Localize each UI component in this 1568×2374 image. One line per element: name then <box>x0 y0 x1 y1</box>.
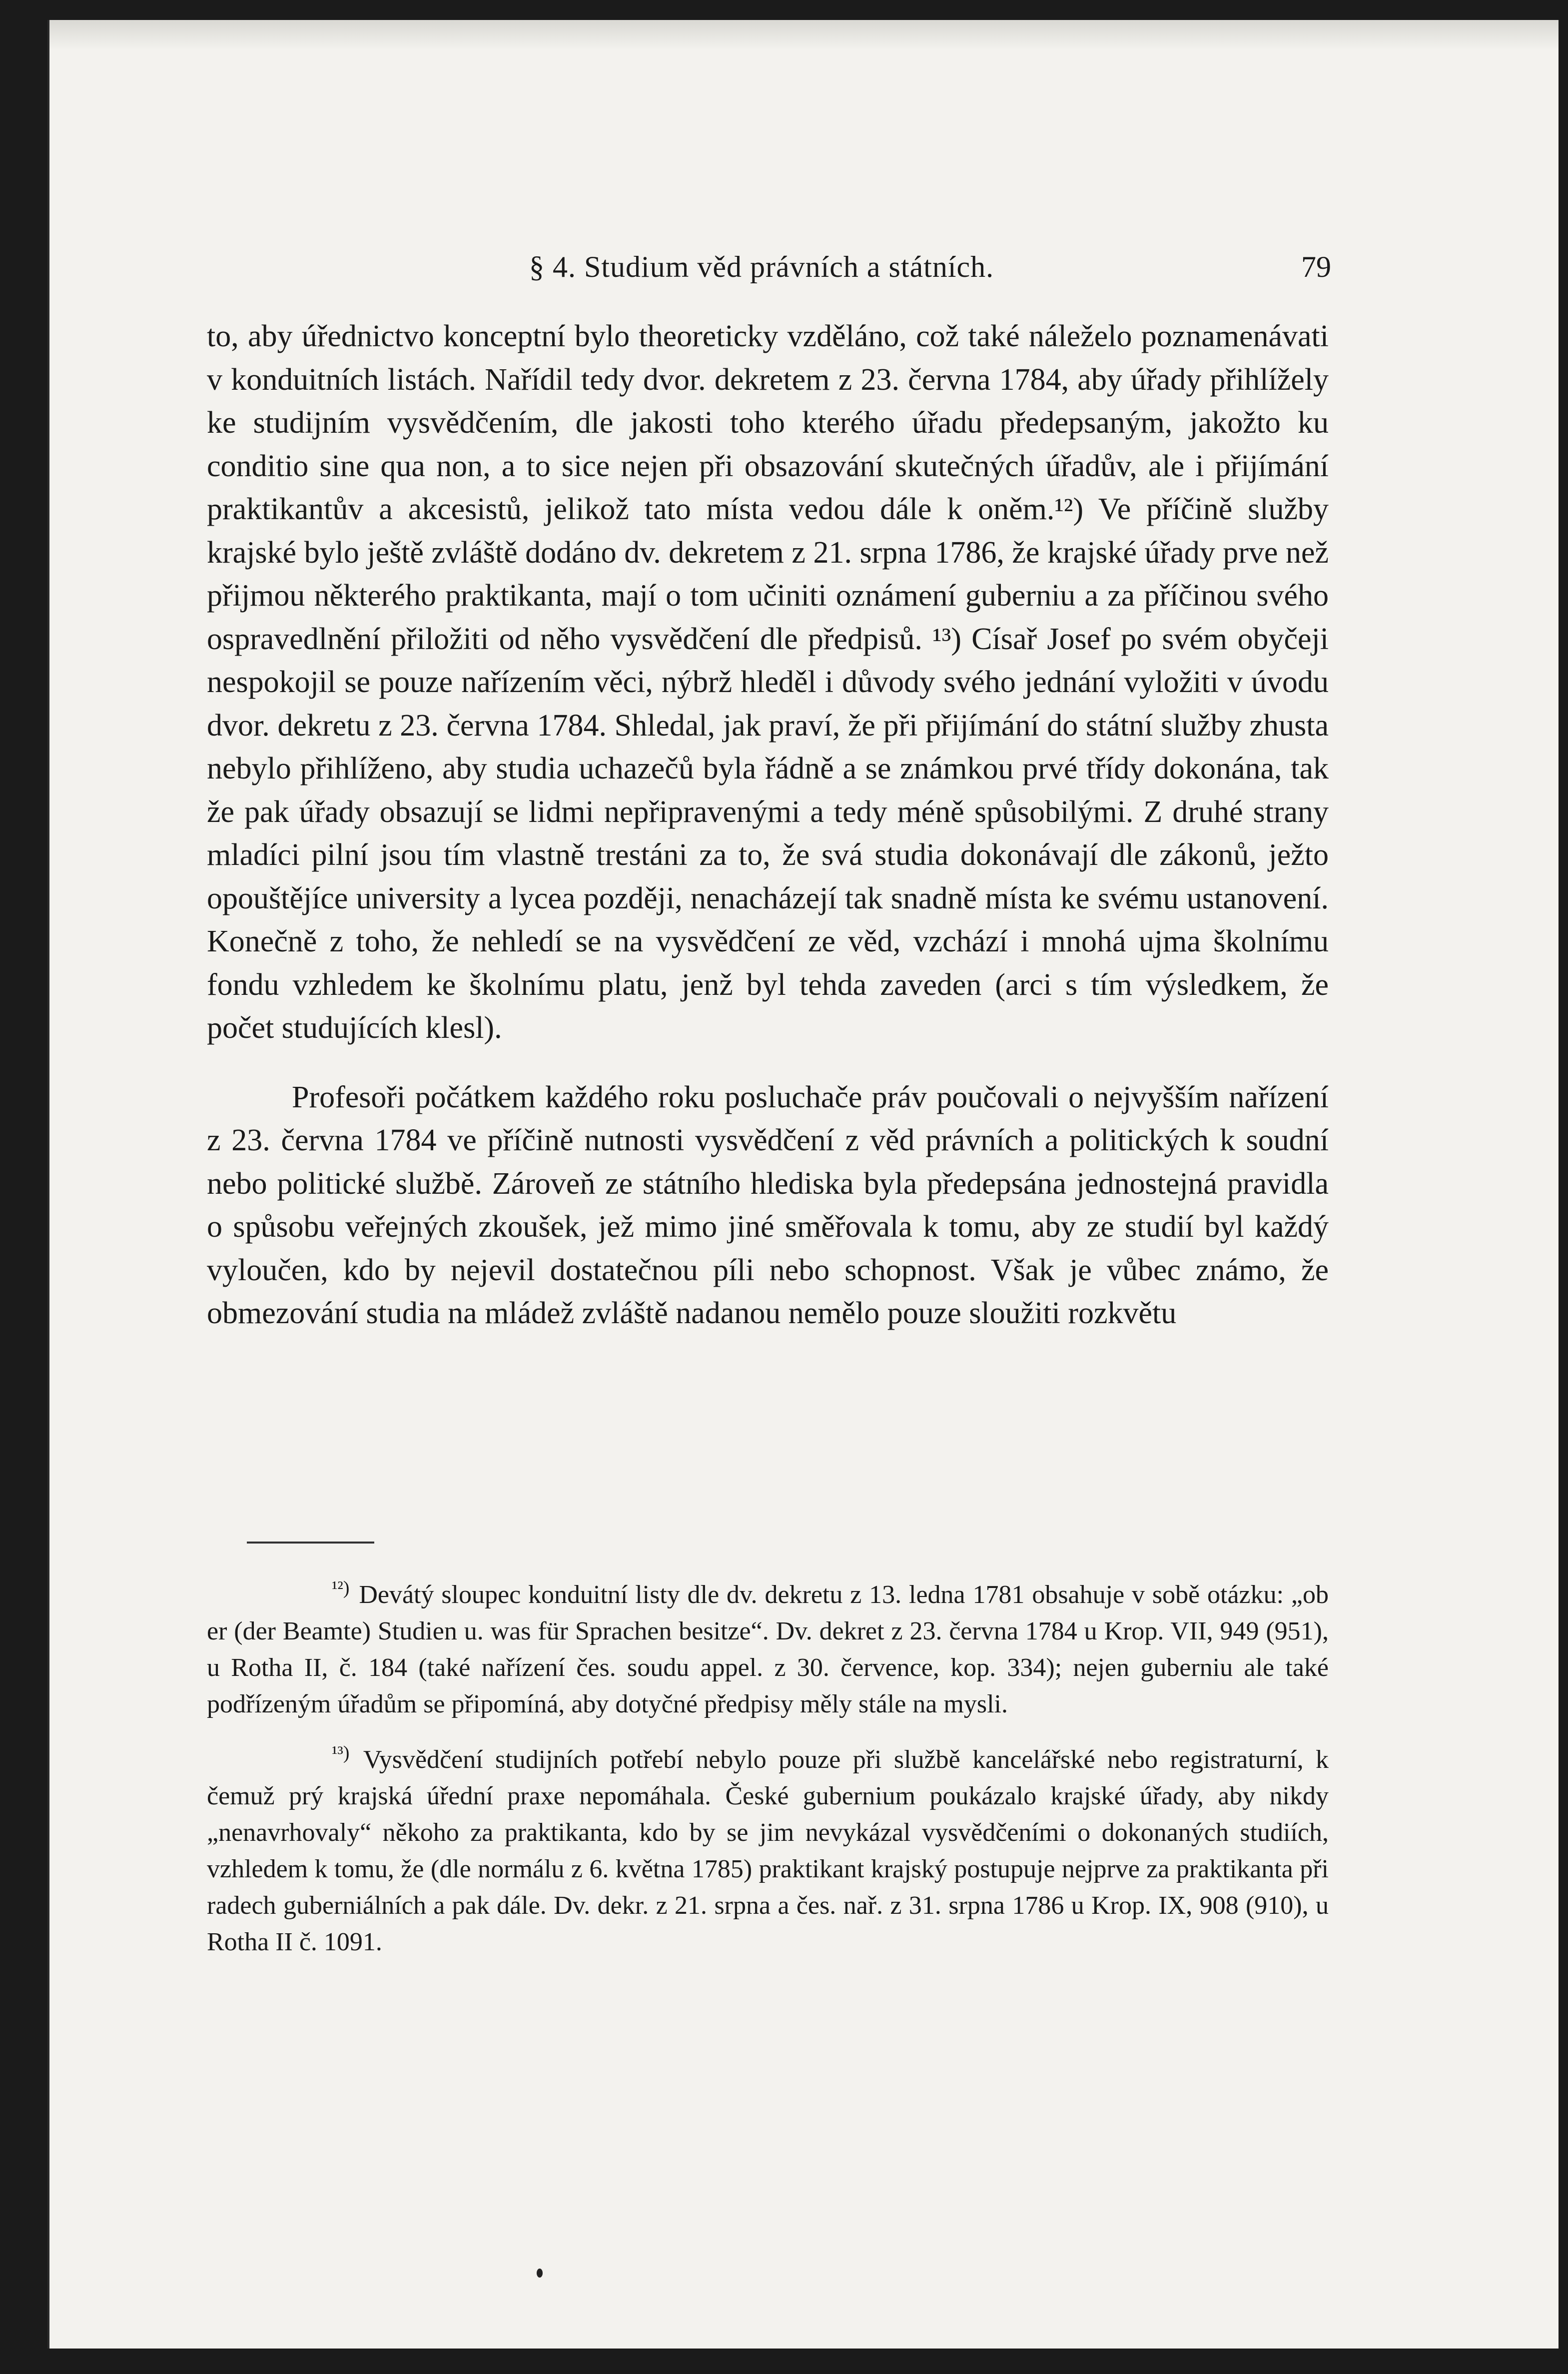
paragraph: to, aby úřednictvo konceptní bylo theoreticky vzděláno, což také náleželo poznamenávati v konduitních listách. Nařídil tedy dvor. dekretem z 23. června 1784, aby úřady přihlížely ke studijním vysvědčením, dle jakosti toho kterého úřadu předepsaným, jakožto ku conditio sine qua non, a to sice nejen při obsazování skutečných úřadův, ale i přijímání praktikantův a akcesistů, jelikož tato místa vedou dále k oněm.¹²) Ve příčině služby krajské bylo ještě zvláště dodáno dv. dekretem z 21. srpna 1786, že krajské úřady prve než přijmou některého praktikanta, mají o tom učiniti oznámení guberniu a za příčinou svého ospravedlnění přiložiti od něho vysvědčení dle předpisů. ¹³) Císař Josef po svém obyčeji nespokojil se pouze nařízením věci, nýbrž hleděl i důvody svého jednání vyložiti v úvodu dvor. dekretu z 23. června 1784. Shledal, jak praví, že při přijímání do státní služby zhusta nebylo přihlíženo, aby studia uchazečů byla řádně a se známkou prvé třídy dokonána, tak že pak úřady obsazují se lidmi nepřipravenými a tedy méně spůsobilými. Z druhé strany mladíci pilní jsou tím vlastně trestáni za to, že svá studia dokonávají dle zákonů, ježto opouštějíce university a lycea později, nenacházejí tak snadně místa ke svému ustanovení. Konečně z toho, že nehledí se na vysvědčení ze věd, vzchází i mnohá ujma školnímu fondu vzhledem ke školnímu platu, jenž byl tehda zaveden (arci s tím výsledkem, že počet studujících klesl). <box>207 319 1329 1045</box>
footnotes <box>207 1577 1329 1960</box>
footnote-12 <box>207 1577 1329 1722</box>
page-number: 79 <box>1301 250 1331 283</box>
book-page <box>47 20 1559 2349</box>
chapter-heading: § 4. Studium věd právních a státních. <box>529 250 994 283</box>
footnote-text: Devátý sloupec konduitní listy dle dv. dekretu z 13. ledna 1781 obsahuje v sobě otázku: „ob er (der Beamte) Studien u. was für Sprachen besitze“. Dv. dekret z 23. června 1784 u Krop. VII, 949 (951), u Rotha II, č. 184 (také nařízení čes. soudu appel. z 30. července, kop. 334); nejen guberniu ale také podřízeným úřadům se připomíná, aby dotyčné předpisy měly stále na mysli. <box>207 1581 1329 1718</box>
footnote-marker: ¹³) <box>332 1742 350 1763</box>
paragraph: Profesoři počátkem každého roku posluchače práv poučovali o nejvyšším nařízení z 23. června 1784 ve příčině nutnosti vysvědčení z věd právních a politických k soudní nebo politické službě. Zároveň ze státního hlediska byla předepsána jednostejná pravidla o spůsobu veřejných zkoušek, jež mimo jiné směřovala k tomu, aby ze studií byl každý vyloučen, kdo by nejevil dostatečnou píli nebo schopnost. Však je vůbec známo, že obmezování studia na mládež zvláště nadanou nemělo pouze sloužiti rozkvětu <box>207 1080 1329 1330</box>
footnote-marker: ¹²) <box>332 1578 350 1598</box>
footnote-13 <box>207 1741 1329 1960</box>
main-text <box>207 315 1329 1335</box>
scan-shadow <box>49 20 1559 50</box>
footnote-rule <box>247 1542 374 1544</box>
footnote-text: Vysvědčení studijních potřebí nebylo pouze při službě kancelářské nebo registraturní, k čemuž prý krajská úřední praxe nepomáhala. České gubernium poukázalo krajské úřady, aby nikdy „nenavrhovaly“ někoho za praktikanta, kdo by se jim nevykázal vysvědčeními o dokonaných studiích, vzhledem k tomu, že (dle normálu z 6. května 1785) praktikant krajský postupuje nejprve za praktikanta při radech guberniálních a pak dále. Dv. dekr. z 21. srpna a čes. nař. z 31. srpna 1786 u Krop. IX, 908 (910), u Rotha II č. 1091. <box>207 1745 1329 1956</box>
ink-speck <box>537 2269 543 2278</box>
running-head <box>49 240 1559 300</box>
